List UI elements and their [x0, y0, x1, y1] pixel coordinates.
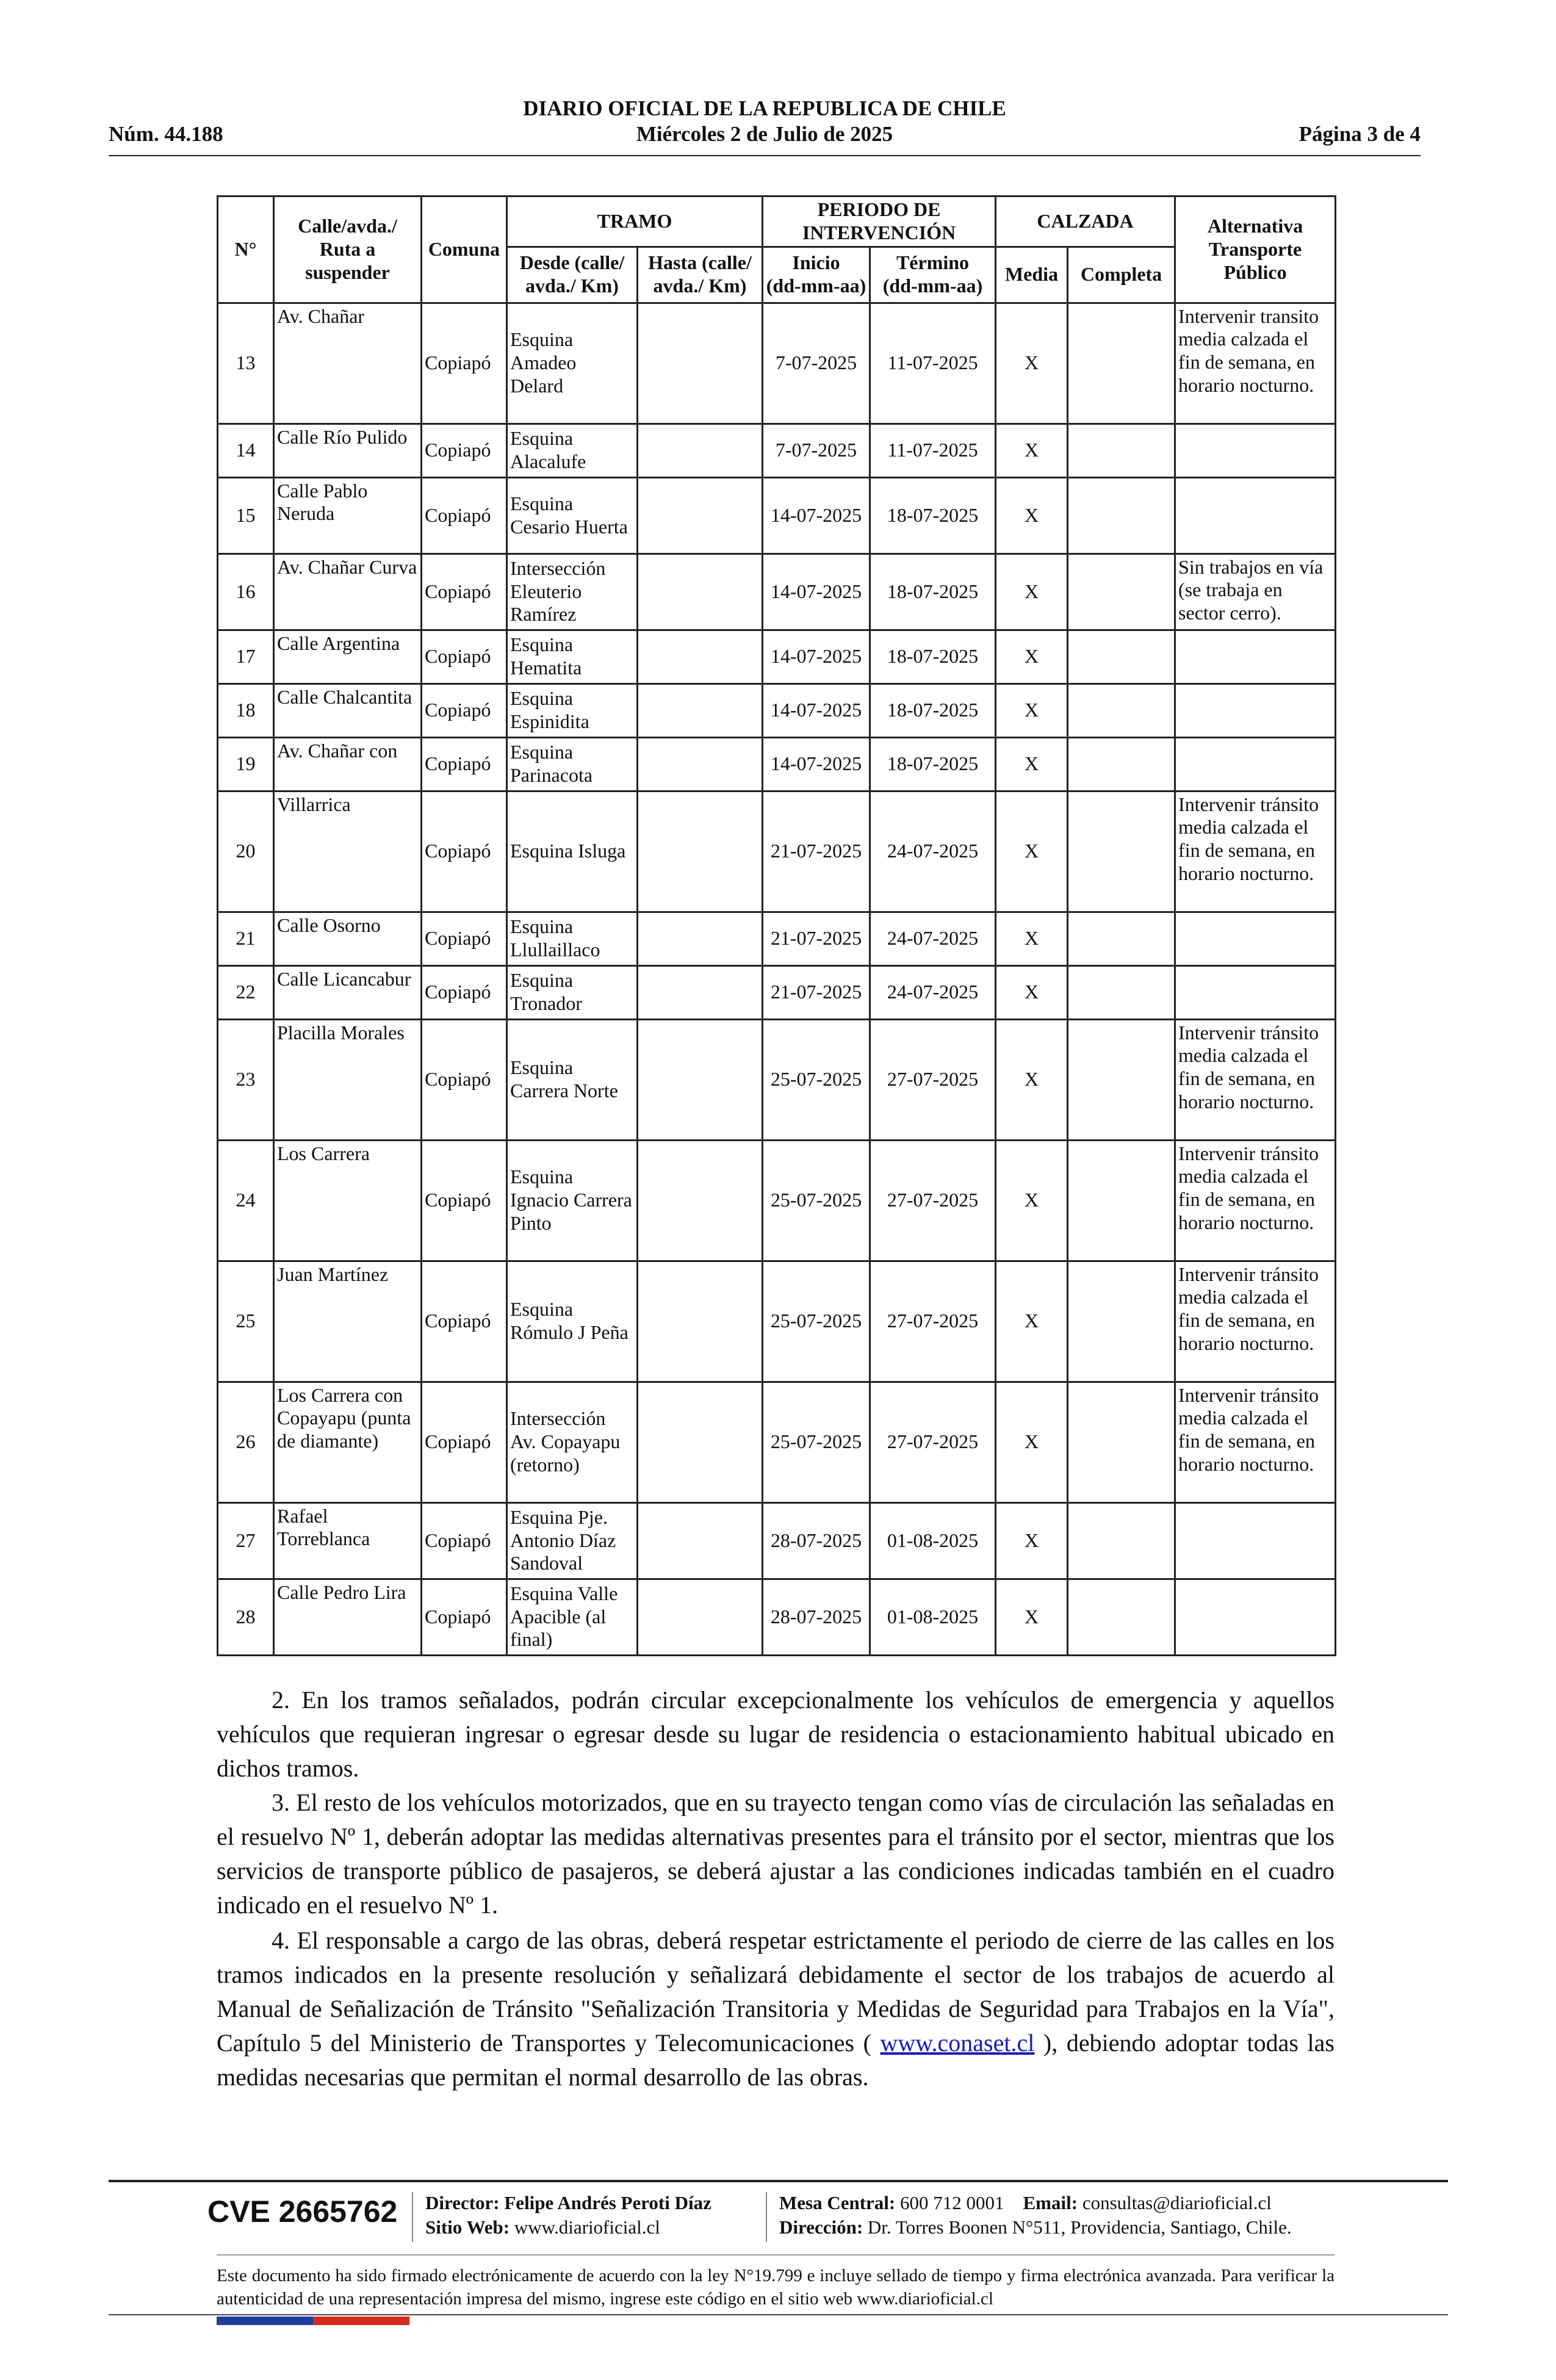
cell-alternativa	[1175, 1579, 1336, 1655]
table-row	[218, 683, 1336, 737]
cell-alternativa: Intervenir tránsito media calzada el fin de semana, en horario nocturno.	[1175, 1261, 1336, 1382]
header-n: N°	[218, 197, 274, 303]
cell-media: X	[996, 683, 1068, 737]
cell-termino: 27-07-2025	[870, 1261, 996, 1382]
conaset-link[interactable]: www.conaset.cl	[880, 2029, 1035, 2057]
cell-calle: Calle Licancabur	[274, 965, 422, 1019]
cell-calle: Calle Pablo Neruda	[274, 477, 422, 554]
cell-calle: Placilla Morales	[274, 1019, 422, 1140]
road-closures-table	[217, 195, 1336, 1656]
cell-n: 24	[218, 1140, 274, 1261]
cell-hasta	[638, 303, 763, 424]
cell-inicio: 7-07-2025	[763, 303, 870, 424]
cell-inicio: 28-07-2025	[763, 1502, 870, 1579]
cve-code: CVE 2665762	[207, 2194, 398, 2229]
cell-media: X	[996, 554, 1068, 630]
footer-divider-bottom	[109, 2314, 1448, 2315]
cell-alternativa	[1175, 683, 1336, 737]
cell-n: 23	[218, 1019, 274, 1140]
legal-notice: Este documento ha sido firmado electrónicamente de acuerdo con la ley N°19.799 e incluye sellado de tiempo y firma electrónica avanzada. Para verificar la autenticidad de una representación impresa del mismo, ingrese este código en el sitio web www.diarioficial.cl	[217, 2266, 1334, 2309]
cell-completa	[1068, 683, 1175, 737]
cell-calle: Calle Chalcantita	[274, 683, 422, 737]
cell-alternativa	[1175, 1502, 1336, 1579]
cell-desde: Esquina Llullaillaco	[507, 912, 638, 965]
cell-comuna: Copiapó	[422, 554, 507, 630]
cell-termino: 11-07-2025	[870, 303, 996, 424]
header-inicio: Inicio (dd-mm-aa)	[763, 247, 870, 303]
cell-calle: Calle Río Pulido	[274, 424, 422, 477]
director-label: Director:	[425, 2192, 500, 2213]
flag-stripe-blue	[217, 2317, 313, 2325]
cell-completa	[1068, 1140, 1175, 1261]
cell-media: X	[996, 965, 1068, 1019]
header-hasta: Hasta (calle/ avda./ Km)	[638, 247, 763, 303]
page-number: Página 3 de 4	[1298, 122, 1421, 146]
cell-calle: Av. Chañar con	[274, 737, 422, 791]
cell-desde: Esquina Carrera Norte	[507, 1019, 638, 1140]
table-row	[218, 1019, 1336, 1140]
cell-termino: 01-08-2025	[870, 1502, 996, 1579]
cell-comuna: Copiapó	[422, 303, 507, 424]
cell-hasta	[638, 630, 763, 683]
table-row	[218, 912, 1336, 965]
cell-termino: 18-07-2025	[870, 477, 996, 554]
cell-completa	[1068, 737, 1175, 791]
cell-termino: 18-07-2025	[870, 554, 996, 630]
email-label: Email:	[1023, 2192, 1078, 2213]
cell-completa	[1068, 1261, 1175, 1382]
cell-media: X	[996, 303, 1068, 424]
paragraph-3: 3. El resto de los vehículos motorizados, que en su trayecto tengan como vías de circulación las señaladas en el resuelvo Nº 1, deberán adoptar las medidas alternativas presentes para el tránsito por el sector, mientras que los servicios de transporte público de pasajeros, se deberá ajustar a las condiciones indicadas también en el cuadro indicado en el resuelvo Nº 1.	[217, 1789, 1334, 1919]
cell-calle: Av. Chañar Curva	[274, 554, 422, 630]
direccion-address: Dr. Torres Boonen N°511, Providencia, Santiago, Chile.	[867, 2216, 1292, 2238]
cell-termino: 18-07-2025	[870, 683, 996, 737]
cell-desde: Esquina Valle Apacible (al final)	[507, 1579, 638, 1655]
cell-inicio: 25-07-2025	[763, 1019, 870, 1140]
footer-director-block	[425, 2191, 711, 2240]
cell-inicio: 25-07-2025	[763, 1140, 870, 1261]
footer-separator	[412, 2192, 413, 2242]
cell-desde: Esquina Cesario Huerta	[507, 477, 638, 554]
cell-termino: 24-07-2025	[870, 965, 996, 1019]
cell-n: 21	[218, 912, 274, 965]
cell-n: 28	[218, 1579, 274, 1655]
cell-media: X	[996, 737, 1068, 791]
cell-desde: Esquina Tronador	[507, 965, 638, 1019]
mesa-phone: 600 712 0001	[900, 2192, 1004, 2213]
issue-number: Núm. 44.188	[109, 122, 223, 146]
cell-desde: Esquina Espinidita	[507, 683, 638, 737]
site-url: www.diarioficial.cl	[514, 2216, 660, 2238]
cell-comuna: Copiapó	[422, 424, 507, 477]
cell-media: X	[996, 630, 1068, 683]
cell-alternativa: Sin trabajos en vía (se trabaja en sector cerro).	[1175, 554, 1336, 630]
cell-comuna: Copiapó	[422, 1502, 507, 1579]
header-periodo: PERIODO DE INTERVENCIÓN	[763, 197, 996, 247]
cell-alternativa	[1175, 912, 1336, 965]
table-row	[218, 554, 1336, 630]
cell-completa	[1068, 303, 1175, 424]
table-row	[218, 737, 1336, 791]
cell-comuna: Copiapó	[422, 912, 507, 965]
cell-hasta	[638, 965, 763, 1019]
cell-completa	[1068, 1502, 1175, 1579]
header-tramo: TRAMO	[507, 197, 763, 247]
cell-n: 18	[218, 683, 274, 737]
header-media: Media	[996, 247, 1068, 303]
cell-n: 19	[218, 737, 274, 791]
cell-completa	[1068, 1382, 1175, 1502]
cell-hasta	[638, 737, 763, 791]
cell-n: 14	[218, 424, 274, 477]
cell-inicio: 14-07-2025	[763, 683, 870, 737]
header-desde: Desde (calle/ avda./ Km)	[507, 247, 638, 303]
cell-media: X	[996, 1579, 1068, 1655]
footer-separator	[766, 2192, 767, 2242]
direccion-label: Dirección:	[779, 2216, 863, 2238]
cell-desde: Esquina Hematita	[507, 630, 638, 683]
header-comuna: Comuna	[422, 197, 507, 303]
header-divider	[109, 155, 1421, 156]
cell-n: 16	[218, 554, 274, 630]
cell-comuna: Copiapó	[422, 477, 507, 554]
cell-calle: Juan Martínez	[274, 1261, 422, 1382]
cell-n: 15	[218, 477, 274, 554]
cell-media: X	[996, 1140, 1068, 1261]
cell-comuna: Copiapó	[422, 630, 507, 683]
cell-alternativa	[1175, 737, 1336, 791]
director-name: Felipe Andrés Peroti Díaz	[504, 2192, 711, 2213]
cell-desde: Esquina Rómulo J Peña	[507, 1261, 638, 1382]
cell-hasta	[638, 554, 763, 630]
cell-inicio: 21-07-2025	[763, 791, 870, 912]
cell-alternativa	[1175, 965, 1336, 1019]
cell-alternativa: Intervenir tránsito media calzada el fin de semana, en horario nocturno.	[1175, 1382, 1336, 1502]
cell-desde: Esquina Isluga	[507, 791, 638, 912]
cell-desde: Esquina Pje. Antonio Díaz Sandoval	[507, 1502, 638, 1579]
cell-calle: Calle Argentina	[274, 630, 422, 683]
paragraph-4-text-end: ), debiendo adoptar todas las medidas necesarias que permitan el normal desarrollo de las obras.	[217, 2029, 1334, 2091]
cell-desde: Esquina Ignacio Carrera Pinto	[507, 1140, 638, 1261]
cell-comuna: Copiapó	[422, 1382, 507, 1502]
cell-termino: 27-07-2025	[870, 1382, 996, 1502]
cell-inicio: 14-07-2025	[763, 737, 870, 791]
cell-alternativa	[1175, 424, 1336, 477]
cell-desde: Esquina Amadeo Delard	[507, 303, 638, 424]
cell-calle: Los Carrera con Copayapu (punta de diamante)	[274, 1382, 422, 1502]
cell-media: X	[996, 1382, 1068, 1502]
footer-divider-mid	[217, 2254, 1334, 2256]
cell-alternativa: Intervenir tránsito media calzada el fin de semana, en horario nocturno.	[1175, 791, 1336, 912]
cell-completa	[1068, 912, 1175, 965]
cell-termino: 24-07-2025	[870, 791, 996, 912]
cell-completa	[1068, 554, 1175, 630]
cell-hasta	[638, 683, 763, 737]
cell-comuna: Copiapó	[422, 1140, 507, 1261]
mesa-label: Mesa Central:	[779, 2192, 896, 2213]
site-label: Sitio Web:	[425, 2216, 510, 2238]
cell-inicio: 25-07-2025	[763, 1382, 870, 1502]
header-termino: Término (dd-mm-aa)	[870, 247, 996, 303]
cell-calle: Villarrica	[274, 791, 422, 912]
table-row	[218, 477, 1336, 554]
cell-comuna: Copiapó	[422, 1579, 507, 1655]
footer-divider-top	[109, 2180, 1448, 2182]
cell-media: X	[996, 912, 1068, 965]
cell-media: X	[996, 1019, 1068, 1140]
cell-desde: Esquina Alacalufe	[507, 424, 638, 477]
cell-n: 26	[218, 1382, 274, 1502]
cell-calle: Rafael Torreblanca	[274, 1502, 422, 1579]
cell-hasta	[638, 1261, 763, 1382]
cell-inicio: 28-07-2025	[763, 1579, 870, 1655]
table-row	[218, 424, 1336, 477]
cell-inicio: 14-07-2025	[763, 554, 870, 630]
cell-media: X	[996, 1502, 1068, 1579]
cell-inicio: 21-07-2025	[763, 912, 870, 965]
cell-desde: Intersección Av. Copayapu (retorno)	[507, 1382, 638, 1502]
cell-comuna: Copiapó	[422, 737, 507, 791]
cell-calle: Calle Osorno	[274, 912, 422, 965]
table-row	[218, 630, 1336, 683]
cell-hasta	[638, 1140, 763, 1261]
cell-completa	[1068, 1019, 1175, 1140]
flag-stripe-red	[313, 2317, 409, 2325]
cell-alternativa	[1175, 630, 1336, 683]
email-address: consultas@diarioficial.cl	[1082, 2192, 1272, 2213]
paragraph-4-text: 4. El responsable a cargo de las obras, deberá respetar estrictamente el periodo de cierre de las calles en los tramos indicados en la presente resolución y señalizará debidamente el sector de los trabajos de acuerdo al Manual de Señalización de Tránsito "Señalización Transitoria y Medidas de Seguridad para Trabajos en la Vía", Capítulo 5 del Ministerio de Transportes y Telecomunicaciones (	[217, 1927, 1334, 2057]
header-alternativa: Alternativa Transporte Público	[1175, 197, 1336, 303]
cell-termino: 27-07-2025	[870, 1019, 996, 1140]
table-row	[218, 791, 1336, 912]
cell-completa	[1068, 477, 1175, 554]
cell-hasta	[638, 1502, 763, 1579]
cell-calle: Los Carrera	[274, 1140, 422, 1261]
cell-termino: 18-07-2025	[870, 630, 996, 683]
cell-termino: 01-08-2025	[870, 1579, 996, 1655]
cell-alternativa	[1175, 477, 1336, 554]
cell-hasta	[638, 424, 763, 477]
cell-completa	[1068, 791, 1175, 912]
cell-termino: 27-07-2025	[870, 1140, 996, 1261]
table-row	[218, 965, 1336, 1019]
cell-media: X	[996, 477, 1068, 554]
cell-termino: 11-07-2025	[870, 424, 996, 477]
cell-inicio: 21-07-2025	[763, 965, 870, 1019]
header-calle: Calle/avda./ Ruta a suspender	[274, 197, 422, 303]
cell-inicio: 7-07-2025	[763, 424, 870, 477]
cell-comuna: Copiapó	[422, 965, 507, 1019]
table-row	[218, 1502, 1336, 1579]
cell-completa	[1068, 630, 1175, 683]
cell-alternativa: Intervenir tránsito media calzada el fin de semana, en horario nocturno.	[1175, 1019, 1336, 1140]
cell-comuna: Copiapó	[422, 1261, 507, 1382]
table-row	[218, 1382, 1336, 1502]
cell-hasta	[638, 791, 763, 912]
cell-media: X	[996, 424, 1068, 477]
cell-hasta	[638, 1579, 763, 1655]
paragraph-2: 2. En los tramos señalados, podrán circular excepcionalmente los vehículos de emergencia y aquellos vehículos que requieran ingresar o egresar desde su lugar de residencia o estacionamiento habitual ubicado en dichos tramos.	[217, 1686, 1334, 1782]
table-row	[218, 1261, 1336, 1382]
cell-alternativa: Intervenir tránsito media calzada el fin de semana, en horario nocturno.	[1175, 1140, 1336, 1261]
cell-inicio: 25-07-2025	[763, 1261, 870, 1382]
cell-n: 25	[218, 1261, 274, 1382]
cell-n: 22	[218, 965, 274, 1019]
cell-comuna: Copiapó	[422, 791, 507, 912]
cell-termino: 24-07-2025	[870, 912, 996, 965]
issue-date: Miércoles 2 de Julio de 2025	[636, 122, 893, 146]
cell-hasta	[638, 1382, 763, 1502]
table-row	[218, 303, 1336, 424]
table-body	[218, 303, 1336, 1655]
cell-comuna: Copiapó	[422, 683, 507, 737]
newspaper-title: DIARIO OFICIAL DE LA REPUBLICA DE CHILE	[523, 96, 1006, 120]
cell-n: 17	[218, 630, 274, 683]
cell-completa	[1068, 1579, 1175, 1655]
cell-n: 13	[218, 303, 274, 424]
footer-contact-block	[779, 2191, 1292, 2240]
header-calzada: CALZADA	[996, 197, 1175, 247]
cell-comuna: Copiapó	[422, 1019, 507, 1140]
cell-calle: Av. Chañar	[274, 303, 422, 424]
paragraph-4	[217, 1924, 1334, 2094]
cell-hasta	[638, 477, 763, 554]
cell-termino: 18-07-2025	[870, 737, 996, 791]
cell-media: X	[996, 791, 1068, 912]
cell-media: X	[996, 1261, 1068, 1382]
table-row	[218, 1140, 1336, 1261]
cell-desde: Esquina Parinacota	[507, 737, 638, 791]
header-completa: Completa	[1068, 247, 1175, 303]
cell-n: 20	[218, 791, 274, 912]
table-row	[218, 1579, 1336, 1655]
cell-inicio: 14-07-2025	[763, 630, 870, 683]
cell-n: 27	[218, 1502, 274, 1579]
cell-hasta	[638, 1019, 763, 1140]
cell-completa	[1068, 965, 1175, 1019]
cell-desde: Intersección Eleuterio Ramírez	[507, 554, 638, 630]
cell-calle: Calle Pedro Lira	[274, 1579, 422, 1655]
cell-inicio: 14-07-2025	[763, 477, 870, 554]
cell-completa	[1068, 424, 1175, 477]
cell-hasta	[638, 912, 763, 965]
cell-alternativa: Intervenir transito media calzada el fin de semana, en horario nocturno.	[1175, 303, 1336, 424]
